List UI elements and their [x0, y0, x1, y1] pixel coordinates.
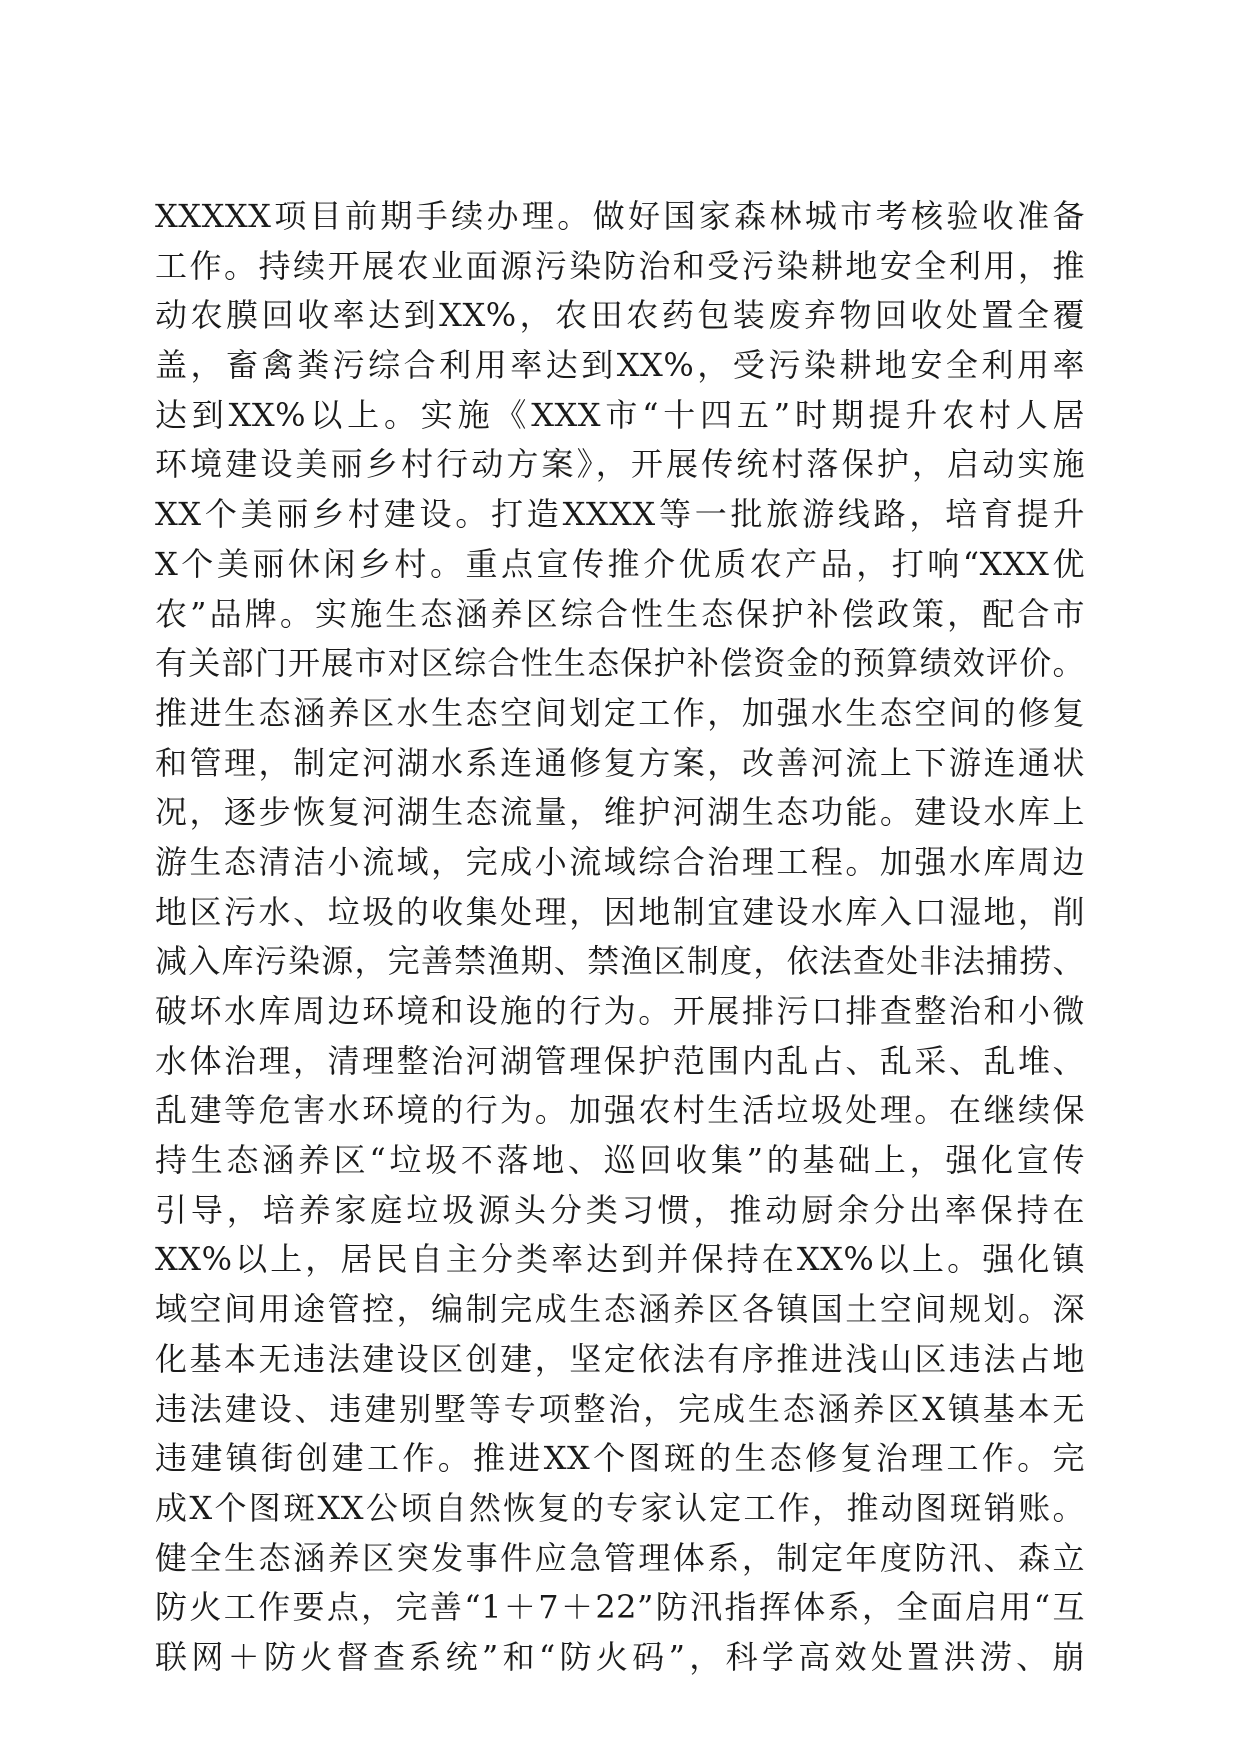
text-line: 环境建设美丽乡村行动方案》，开展传统村落保护，启动实施 [155, 445, 1085, 484]
text-line: 水体治理，清理整治河湖管理保护范围内乱占、乱采、乱堆、 [155, 1041, 1085, 1080]
text-line: 健全生态涵养区突发事件应急管理体系，制定年度防汛、森立 [155, 1538, 1085, 1577]
text-line: 乱建等危害水环境的行为。加强农村生活垃圾处理。在继续保 [155, 1091, 1085, 1130]
text-line: 联网＋防火督查系统”和“防火码”，科学高效处置洪涝、崩 [155, 1637, 1085, 1676]
text-line: 和管理，制定河湖水系连通修复方案，改善河流上下游连通状 [155, 743, 1085, 782]
text-line: 域空间用途管控，编制完成生态涵养区各镇国土空间规划。深 [155, 1290, 1085, 1329]
text-line: 成X个图斑XX公顷自然恢复的专家认定工作，推动图斑销账。 [155, 1488, 1085, 1527]
text-line: 减入库污染源，完善禁渔期、禁渔区制度，依法查处非法捕捞、 [155, 942, 1085, 981]
text-line: XXXXX项目前期手续办理。做好国家森林城市考核验收准备 [155, 197, 1085, 235]
body-text [155, 192, 1085, 1683]
text-line: 工作。持续开展农业面源污染防治和受污染耕地安全利用，推 [155, 246, 1085, 285]
text-line: XX个美丽乡村建设。打造XXXX等一批旅游线路，培育提升 [155, 495, 1085, 534]
text-line: 违法建设、违建别墅等专项整治，完成生态涵养区X镇基本无 [155, 1389, 1085, 1428]
text-line: 引导，培养家庭垃圾源头分类习惯，推动厨余分出率保持在 [155, 1190, 1085, 1229]
text-line: 防火工作要点，完善“1＋7＋22”防汛指挥体系，全面启用“互 [155, 1588, 1085, 1627]
text-line: 达到XX%以上。实施《XXX市“十四五”时期提升农村人居 [155, 395, 1085, 434]
text-line: 盖，畜禽粪污综合利用率达到XX%，受污染耕地安全利用率 [155, 346, 1085, 385]
text-line: 有关部门开展市对区综合性生态保护补偿资金的预算绩效评价。 [155, 644, 1085, 683]
text-line: 农”品牌。实施生态涵养区综合性生态保护补偿政策，配合市 [155, 594, 1085, 633]
text-line: XX%以上，居民自主分类率达到并保持在XX%以上。强化镇 [155, 1240, 1085, 1279]
text-line: 推进生态涵养区水生态空间划定工作，加强水生态空间的修复 [155, 693, 1085, 732]
text-line: 游生态清洁小流域，完成小流域综合治理工程。加强水库周边 [155, 842, 1085, 881]
text-line: 地区污水、垃圾的收集处理，因地制宜建设水库入口湿地，削 [155, 892, 1085, 931]
text-line: 违建镇街创建工作。推进XX个图斑的生态修复治理工作。完 [155, 1439, 1085, 1478]
text-line: 动农膜回收率达到XX%，农田农药包装废弃物回收处置全覆 [155, 296, 1085, 335]
text-line: 况，逐步恢复河湖生态流量，维护河湖生态功能。建设水库上 [155, 793, 1085, 832]
text-line: 破坏水库周边环境和设施的行为。开展排污口排查整治和小微 [155, 992, 1085, 1030]
text-line: X个美丽休闲乡村。重点宣传推介优质农产品，打响“XXX优 [155, 544, 1085, 583]
text-line: 化基本无违法建设区创建，坚定依法有序推进浅山区违法占地 [155, 1339, 1085, 1378]
text-line: 持生态涵养区“垃圾不落地、巡回收集”的基础上，强化宣传 [155, 1141, 1085, 1180]
